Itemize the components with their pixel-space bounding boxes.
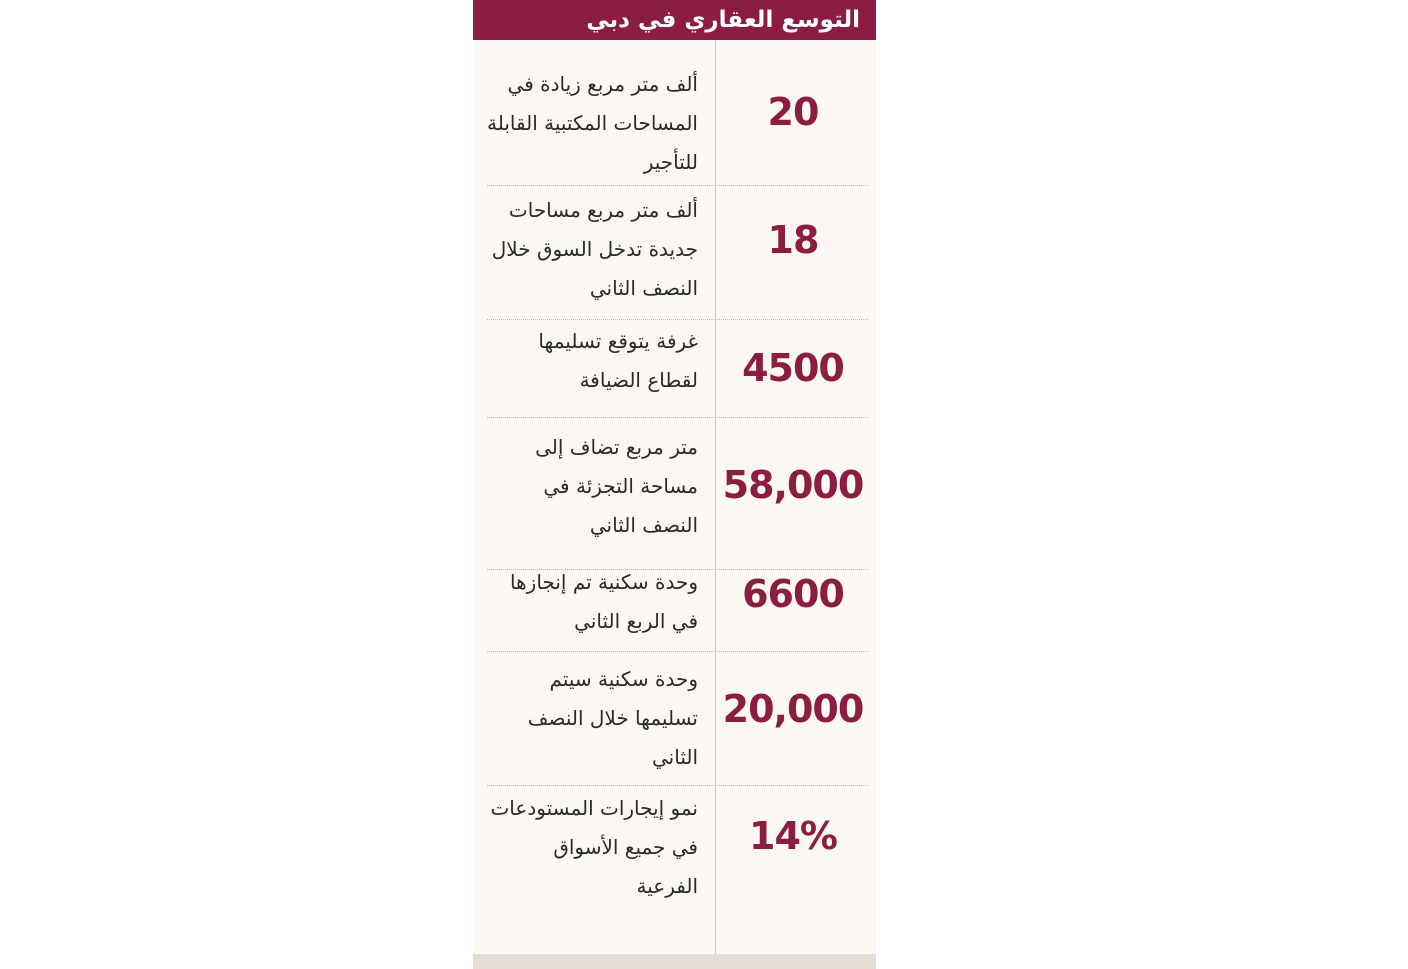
stat-row <box>487 60 868 186</box>
stat-value: 6600 <box>742 572 844 616</box>
stat-value: 18 <box>767 218 819 262</box>
infographic-title: التوسع العقاري في دبي <box>473 0 876 40</box>
stat-description: نمو إيجارات المستودعات في جميع الأسواق الفرعية <box>490 796 698 898</box>
stat-value: 4500 <box>742 346 844 390</box>
stat-value: 58,000 <box>722 463 864 507</box>
stat-row <box>487 786 868 954</box>
stat-row <box>487 652 868 786</box>
stat-description: غرفة يتوقع تسليمها لقطاع الضيافة <box>538 329 698 392</box>
stat-description: ألف متر مربع مساحات جديدة تدخل السوق خلال النصف الثاني <box>491 198 698 300</box>
stat-value: 20,000 <box>722 687 864 731</box>
infographic-card <box>473 0 876 969</box>
stat-description: متر مربع تضاف إلى مساحة التجزئة في النصف الثاني <box>535 435 698 537</box>
stat-row <box>487 570 868 652</box>
stat-row <box>487 320 868 418</box>
stat-description: ألف متر مربع زيادة في المساحات المكتبية القابلة للتأجير <box>486 72 698 174</box>
bottom-band <box>473 954 876 969</box>
stat-row <box>487 418 868 570</box>
stat-value: 14% <box>749 814 837 858</box>
stat-description: وحدة سكنية سيتم تسليمها خلال النصف الثاني <box>527 667 698 769</box>
stat-row <box>487 186 868 320</box>
stat-description: وحدة سكنية تم إنجازها في الربع الثاني <box>510 570 698 633</box>
stat-value: 20 <box>767 90 819 134</box>
